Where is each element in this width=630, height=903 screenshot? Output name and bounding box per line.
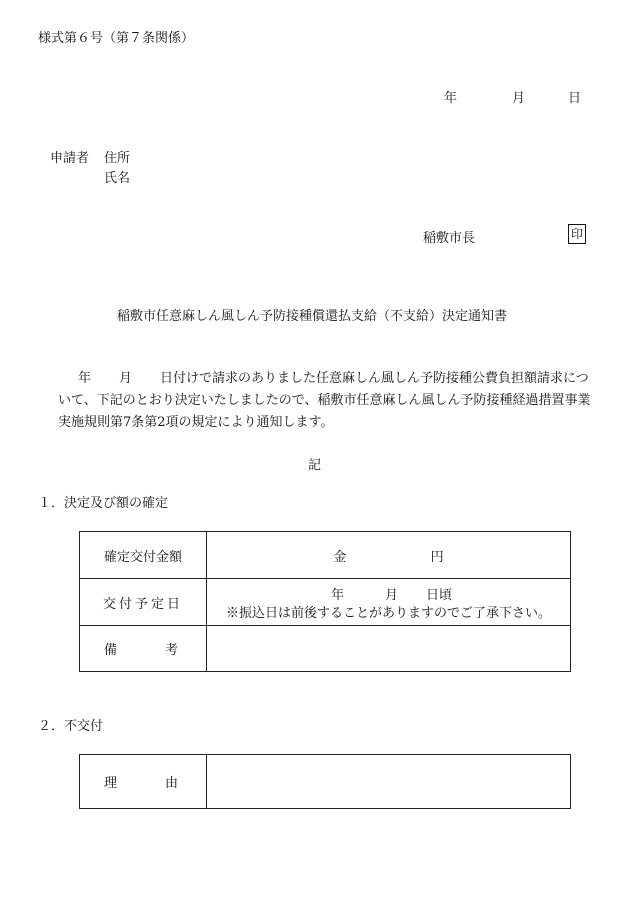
sched-day: 日頃 (426, 587, 453, 603)
section-2-heading: ２．不交付 (38, 719, 104, 734)
table-row (80, 579, 571, 626)
body-month: 月 (119, 371, 133, 386)
remarks-cell (207, 626, 571, 672)
ki-heading: 記 (308, 458, 322, 473)
section-1-heading: １．決定及び額の確定 (38, 496, 169, 511)
table-row (80, 755, 571, 809)
name-label: 氏名 (104, 171, 131, 186)
amount-label: 確定交付金額 (80, 532, 207, 579)
date-year-label: 年 (444, 91, 458, 106)
sched-year: 年 (331, 587, 345, 603)
table-row (80, 532, 571, 579)
remarks-label: 備 考 (80, 626, 207, 672)
address-label: 住所 (104, 151, 131, 166)
body-year: 年 (78, 371, 92, 386)
scheduled-date-label: 交付予定日 (80, 579, 207, 626)
scheduled-date-cell (207, 579, 571, 626)
body-line-3: 実施規則第7条第2項の規定により通知します。 (58, 415, 334, 430)
sched-month: 月 (385, 587, 399, 603)
reason-label: 理 由 (80, 755, 207, 809)
body-line-2: いて、下記のとおり決定いたしましたので、稲敷市任意麻しん風しん予防接種経過措置事業 (58, 393, 591, 408)
decision-table (79, 531, 571, 672)
mayor-title: 稲敷市長 (423, 231, 476, 246)
form-number: 様式第６号（第７条関係） (38, 31, 195, 46)
seal-stamp: 印 (568, 224, 586, 244)
amount-prefix: 金 (333, 549, 347, 565)
table-row (80, 626, 571, 672)
document-title: 稲敷市任意麻しん風しん予防接種償還払支給（不支給）決定通知書 (117, 309, 508, 324)
body-line-1-rest: 日付けで請求のありました任意麻しん風しん予防接種公費負担額請求につ (160, 371, 589, 386)
reason-cell (207, 755, 571, 809)
date-day-label: 日 (568, 91, 582, 106)
transfer-note: ※振込日は前後することがありますのでご了承下さい。 (225, 605, 551, 621)
date-month-label: 月 (512, 91, 526, 106)
body-line-1 (58, 368, 613, 390)
amount-unit: 円 (430, 549, 444, 565)
applicant-label: 申請者 (50, 151, 90, 166)
amount-cell (207, 532, 571, 579)
notice-body (58, 368, 613, 434)
non-grant-table (79, 754, 571, 809)
